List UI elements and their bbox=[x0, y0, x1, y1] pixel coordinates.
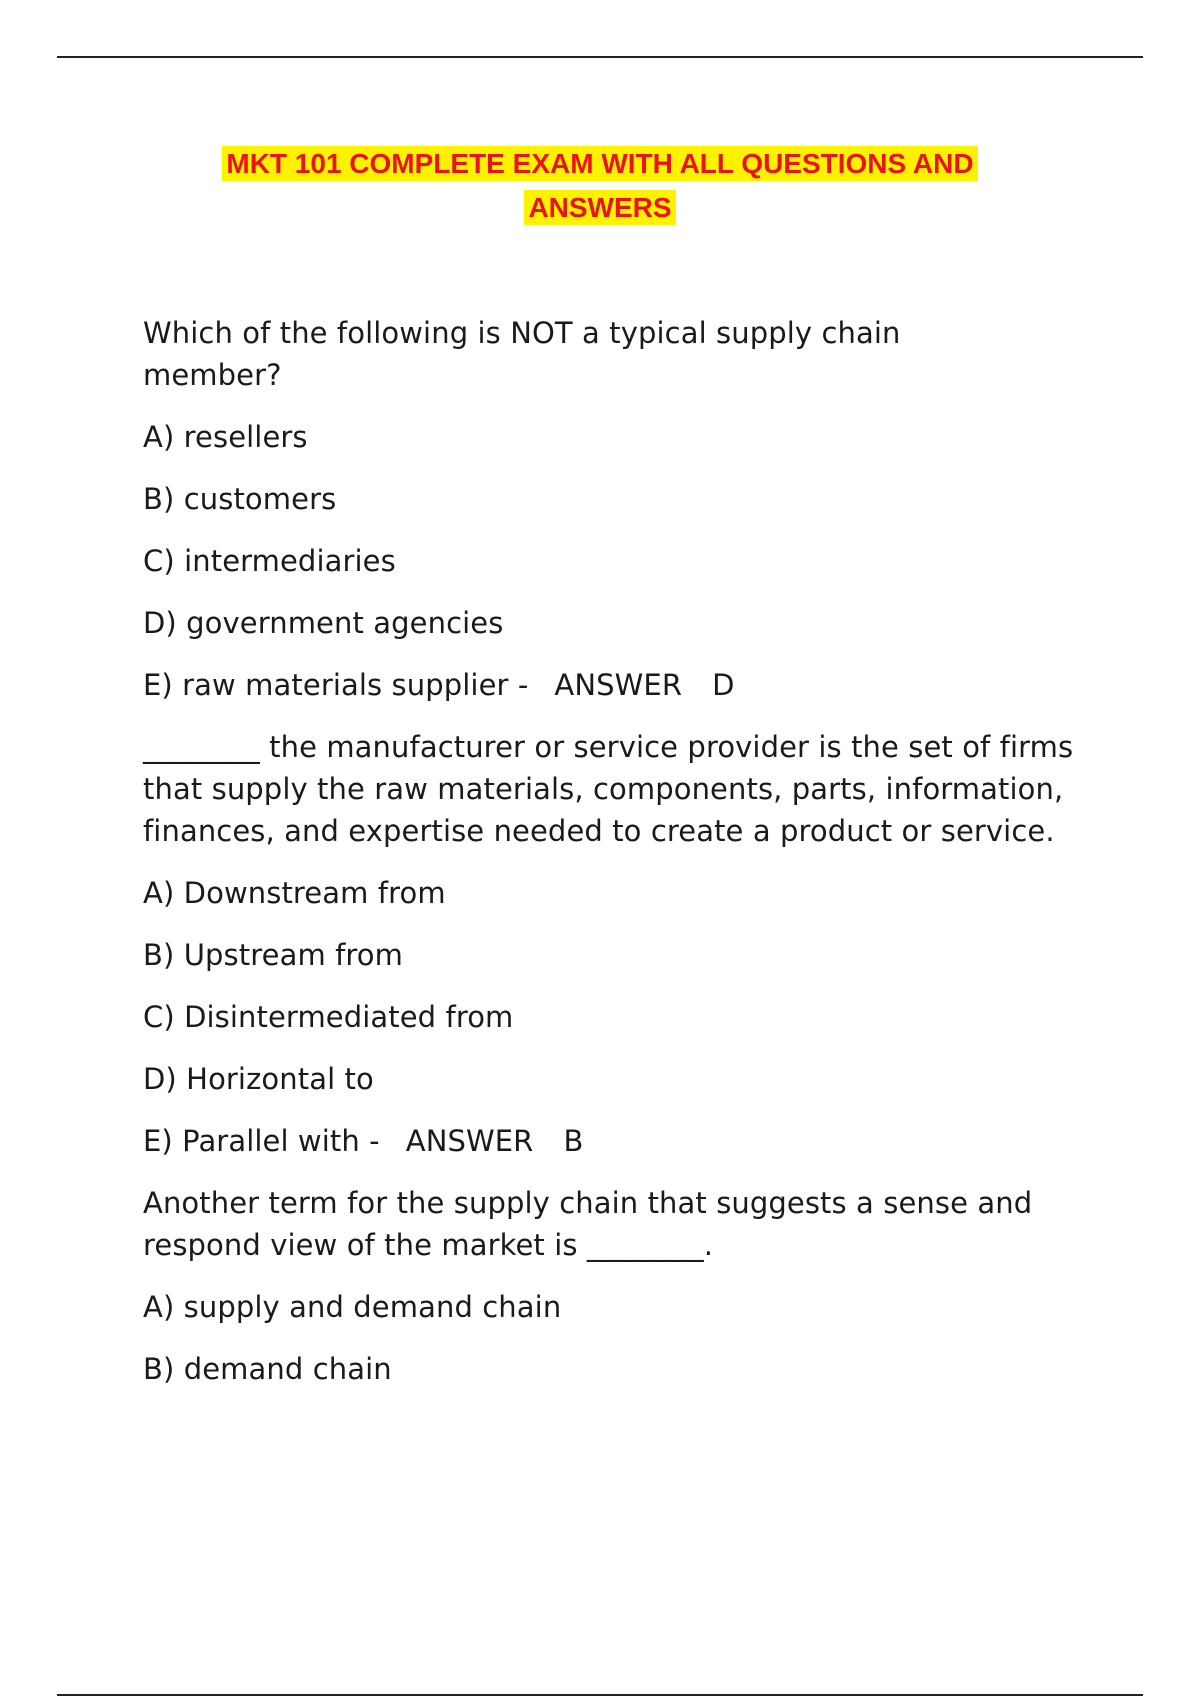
question-text: ________ the manufacturer or service provider is the set of firms that supply the raw materials, components, parts, information, finances, and expertise needed to create a product or service. bbox=[143, 730, 1074, 848]
answer-value: D bbox=[712, 668, 735, 702]
option-b: B) customers bbox=[143, 482, 337, 516]
option-e bbox=[143, 1120, 1088, 1162]
option-e-text: E) Parallel with - bbox=[143, 1124, 380, 1158]
answer-value: B bbox=[563, 1124, 584, 1158]
question-text: Another term for the supply chain that suggests a sense and respond view of the market is ________. bbox=[143, 1186, 1033, 1262]
answer-label: ANSWER bbox=[405, 1124, 534, 1158]
option-b: B) demand chain bbox=[143, 1352, 392, 1386]
top-rule bbox=[57, 56, 1143, 58]
question-block-2 bbox=[143, 726, 1088, 1162]
option-d: D) government agencies bbox=[143, 606, 504, 640]
option-e-text: E) raw materials supplier - bbox=[143, 668, 529, 702]
option-b: B) Upstream from bbox=[143, 938, 403, 972]
question-block-3 bbox=[143, 1182, 1088, 1390]
question-block-1 bbox=[143, 312, 1088, 706]
exam-content bbox=[143, 312, 1088, 1410]
option-a: A) supply and demand chain bbox=[143, 1290, 562, 1324]
title-line-2: ANSWERS bbox=[524, 190, 675, 225]
option-c: C) Disintermediated from bbox=[143, 1000, 514, 1034]
option-d: D) Horizontal to bbox=[143, 1062, 374, 1096]
bottom-rule bbox=[57, 1694, 1143, 1696]
question-text: Which of the following is NOT a typical supply chain member? bbox=[143, 316, 901, 392]
option-c: C) intermediaries bbox=[143, 544, 396, 578]
option-a: A) resellers bbox=[143, 420, 308, 454]
document-title bbox=[0, 142, 1200, 230]
option-a: A) Downstream from bbox=[143, 876, 446, 910]
option-e bbox=[143, 664, 1088, 706]
answer-label: ANSWER bbox=[554, 668, 683, 702]
title-line-1: MKT 101 COMPLETE EXAM WITH ALL QUESTIONS AND bbox=[222, 146, 977, 181]
